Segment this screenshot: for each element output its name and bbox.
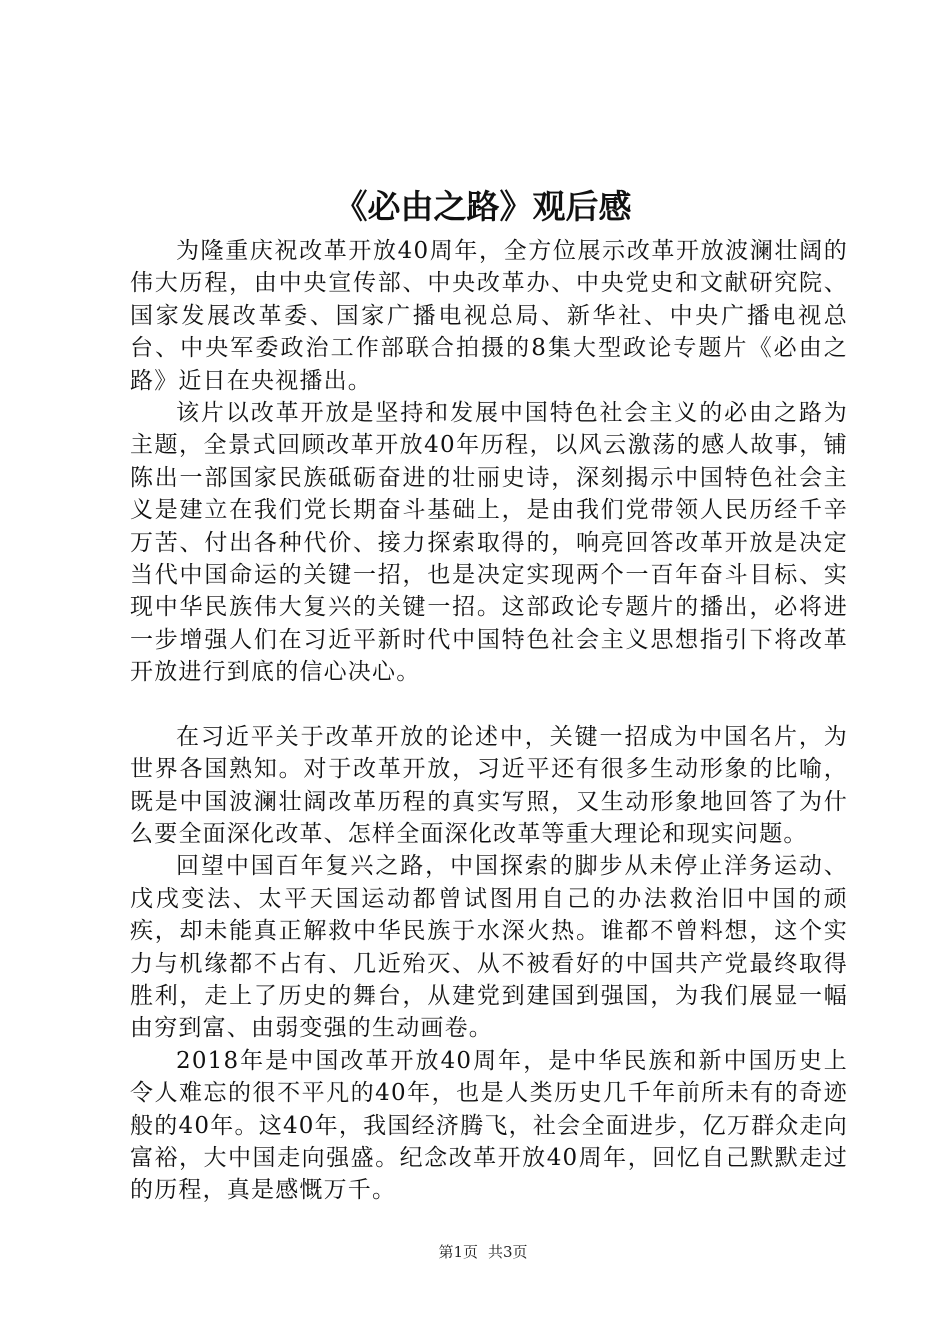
- paragraph-5: 2018年是中国改革开放40周年，是中华民族和新中国历史上令人难忘的很不平凡的40年，也是人类历史几千年前所未有的奇迹般的40年。这40年，我国经济腾飞，社会全面进步，亿万群众走向富裕，大中国走向强盛。纪念改革开放40周年，回忆自己默默走过的历程，真是感慨万千。: [130, 1047, 848, 1204]
- document-body: [130, 235, 848, 1207]
- page-total: 共3页: [488, 1243, 528, 1261]
- document-title: 《必由之路》观后感: [334, 187, 632, 226]
- page-number: 第1页: [438, 1243, 478, 1261]
- paragraph-2: 该片以改革开放是坚持和发展中国特色社会主义的必由之路为主题，全景式回顾改革开放40年历程，以风云激荡的感人故事，铺陈出一部国家民族砥砺奋进的壮丽史诗，深刻揭示中国特色社会主义是建立在我们党长期奋斗基础上，是由我们党带领人民历经千辛万苦、付出各种代价、接力探索取得的，响亮回答改革开放是决定当代中国命运的关键一招，也是决定实现两个一百年奋斗目标、实现中华民族伟大复兴的关键一招。这部政论专题片的播出，必将进一步增强人们在习近平新时代中国特色社会主义思想指引下将改革开放进行到底的信心决心。: [130, 400, 848, 686]
- paragraph-1: 为隆重庆祝改革开放40周年，全方位展示改革开放波澜壮阔的伟大历程，由中央宣传部、中央改革办、中央党史和文献研究院、国家发展改革委、国家广播电视总局、新华社、中央广播电视总台、中央军委政治工作部联合拍摄的8集大型政论专题片《必由之路》近日在央视播出。: [130, 238, 848, 394]
- paragraph-3: 在习近平关于改革开放的论述中，关键一招成为中国名片，为世界各国熟知。对于改革开放，习近平还有很多生动形象的比喻，既是中国波澜壮阔改革历程的真实写照，又生动形象地回答了为什么要全面深化改革、怎样全面深化改革等重大理论和现实问题。: [130, 723, 848, 847]
- page-footer: [0, 1242, 950, 1262]
- paragraph-4: 回望中国百年复兴之路，中国探索的脚步从未停止洋务运动、戊戌变法、太平天国运动都曾试图用自己的办法救治旧中国的顽疾，却未能真正解救中华民族于水深火热。谁都不曾料想，这个实力与机缘都不占有、几近殆灭、从不被看好的中国共产党最终取得胜利，走上了历史的舞台，从建党到建国到强国，为我们展显一幅由穷到富、由弱变强的生动画卷。: [130, 853, 848, 1042]
